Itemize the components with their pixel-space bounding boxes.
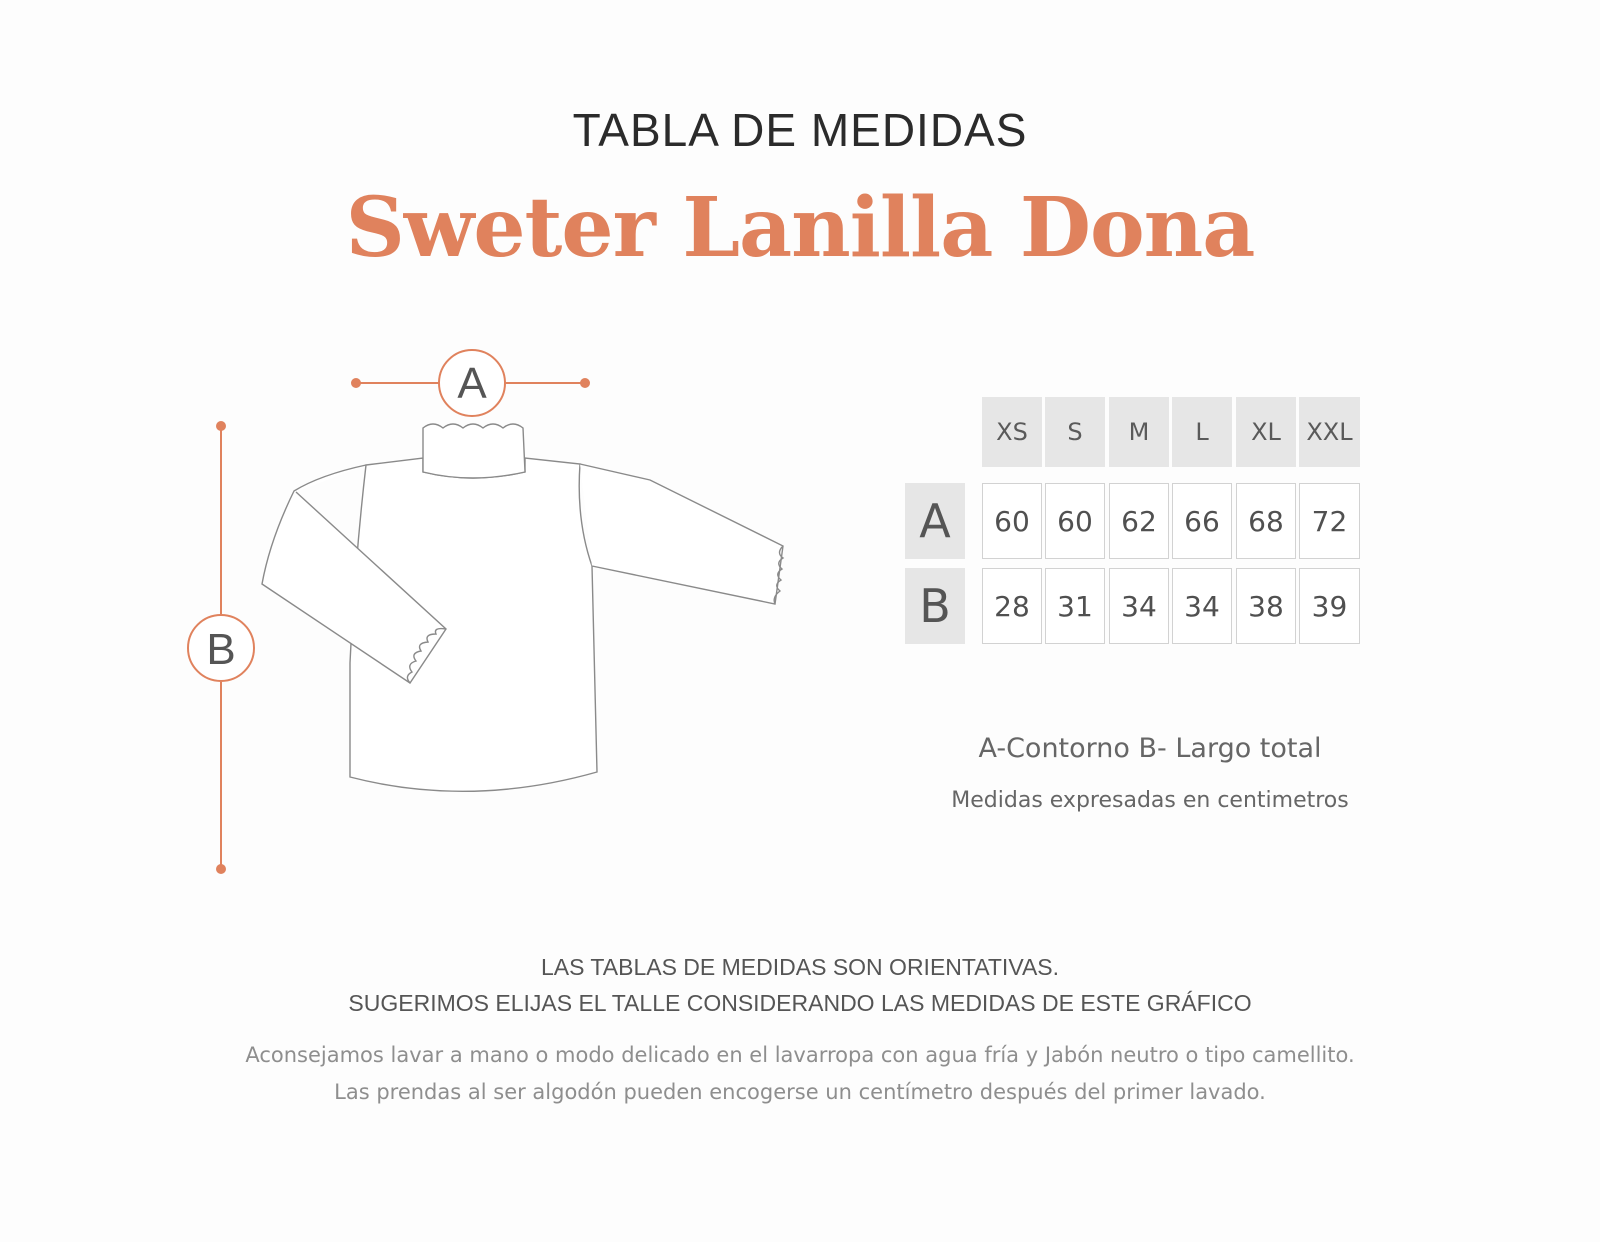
page-title: TABLA DE MEDIDAS xyxy=(572,104,1028,156)
legend-units: Medidas expresadas en centimetros xyxy=(951,788,1349,813)
disclaimer-line-1: LAS TABLAS DE MEDIDAS SON ORIENTATIVAS. xyxy=(540,954,1060,980)
table-cell: 72 xyxy=(1299,483,1360,559)
table-cell: 66 xyxy=(1172,483,1232,559)
care-instructions-line-1: Aconsejamos lavar a mano o modo delicado en el lavarropa con agua fría y Jabón neutro o tipo camellito. xyxy=(245,1043,1355,1067)
table-cell: 60 xyxy=(982,483,1042,559)
table-cell: 68 xyxy=(1236,483,1296,559)
sweater-outline xyxy=(262,424,783,791)
table-cell: 28 xyxy=(982,568,1042,644)
size-header-l: L xyxy=(1172,397,1232,467)
table-cell: 31 xyxy=(1045,568,1105,644)
row-label-b: B xyxy=(905,568,965,644)
row-label-a: A xyxy=(905,483,965,559)
measure-a-label: A xyxy=(457,359,487,408)
care-instructions-line-2: Las prendas al ser algodón pueden encogerse un centímetro después del primer lavado. xyxy=(334,1080,1266,1104)
disclaimer-line-2: SUGERIMOS ELIJAS EL TALLE CONSIDERANDO LAS MEDIDAS DE ESTE GRÁFICO xyxy=(348,990,1252,1016)
measure-b-label: B xyxy=(206,625,236,674)
size-header-xs: XS xyxy=(982,397,1042,467)
legend-measure-key: A-Contorno B- Largo total xyxy=(978,733,1322,764)
table-cell: 34 xyxy=(1172,568,1232,644)
measure-b-indicator xyxy=(188,421,254,874)
size-header-m: M xyxy=(1109,397,1169,467)
measure-a-indicator xyxy=(351,350,590,416)
size-header-xl: XL xyxy=(1236,397,1296,467)
product-name: Sweter Lanilla Dona xyxy=(345,180,1255,276)
table-cell: 60 xyxy=(1045,483,1105,559)
table-cell: 38 xyxy=(1236,568,1296,644)
table-cell: 62 xyxy=(1109,483,1169,559)
size-header-xxl: XXL xyxy=(1299,397,1360,467)
size-header-s: S xyxy=(1045,397,1105,467)
table-cell: 39 xyxy=(1299,568,1360,644)
table-cell: 34 xyxy=(1109,568,1169,644)
